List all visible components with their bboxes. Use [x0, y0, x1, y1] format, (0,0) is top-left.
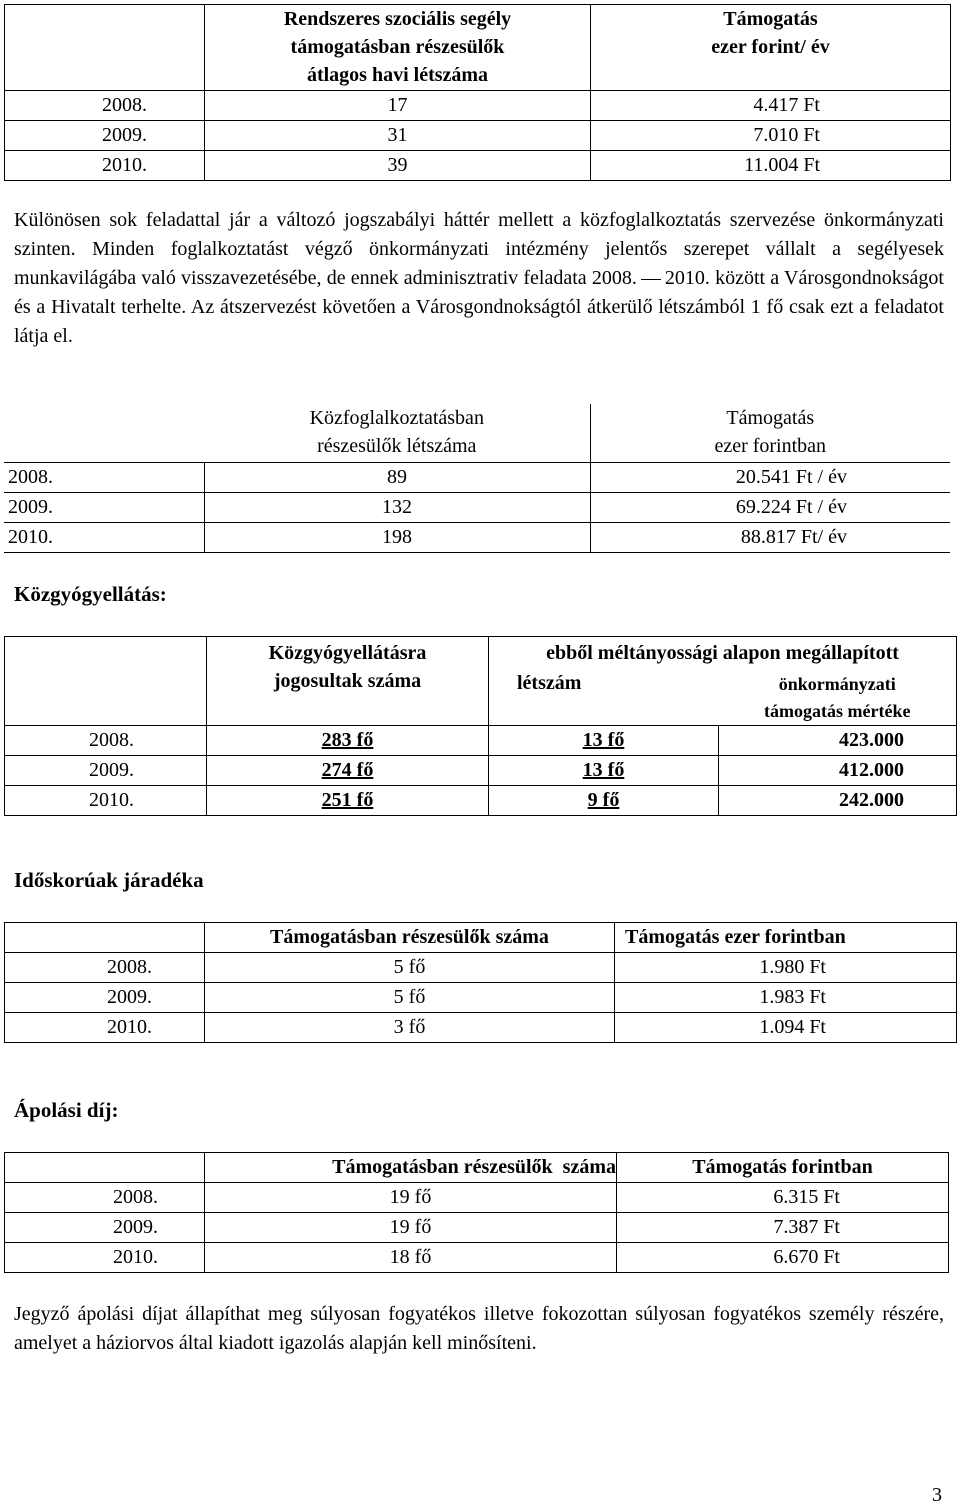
table-care-allowance	[4, 1152, 949, 1273]
table-row	[5, 786, 957, 816]
header-cell-amount	[590, 404, 950, 463]
paragraph-text: Különösen sok feladattal jár a változó jogszabályi háttér mellett a közfoglalkoztatás szervezése önkormányzati szinten. Minden foglalkoztatást végző önkormányzati intézmény jelentős szerepet vállalt a segélyesek munkavilágába való visszavezetésébe, de ennek adminisztrativ feladata 2008.	[14, 209, 944, 289]
year-cell: 2009.	[5, 1213, 205, 1243]
year-cell: 2008.	[4, 463, 204, 493]
year-cell: 2009.	[5, 121, 205, 151]
header-line: Közgyógyellátásra	[268, 642, 427, 664]
support-cell: 242.000	[719, 786, 957, 816]
table-row	[4, 493, 950, 523]
table-header-row	[5, 1153, 949, 1183]
table-public-healthcare	[4, 636, 957, 816]
amount-cell: 6.670 Ft	[617, 1243, 949, 1273]
amount-cell: 6.315 Ft	[617, 1183, 949, 1213]
count-cell: 17	[205, 91, 591, 121]
table-row	[5, 726, 957, 756]
header-line: Támogatás	[726, 407, 815, 429]
table-row	[5, 1213, 949, 1243]
paragraph-public-work	[14, 206, 944, 351]
eligible-cell: 251 fő	[207, 786, 489, 816]
count-cell: 19 fő	[205, 1183, 617, 1213]
year-cell: 2010.	[5, 1013, 205, 1043]
count-cell: 89	[204, 463, 590, 493]
header-cell-municipal-support	[719, 669, 957, 726]
header-line: átlagos havi létszáma	[306, 64, 489, 86]
table-header-row	[5, 637, 957, 670]
table-row	[5, 91, 951, 121]
header-line: támogatás mértéke	[764, 701, 911, 721]
count-cell: 5 fő	[205, 953, 615, 983]
year-cell: 2010.	[4, 523, 204, 553]
header-cell-empty	[5, 1153, 205, 1183]
count-cell: 31	[205, 121, 591, 151]
support-cell: 423.000	[719, 726, 957, 756]
header-cell-headcount: létszám	[489, 669, 719, 726]
year-cell: 2008.	[5, 1183, 205, 1213]
table-header-row	[5, 5, 951, 91]
count-cell: 3 fő	[205, 1013, 615, 1043]
section-heading-public-healthcare: Közgyógyellátás:	[14, 582, 167, 606]
header-line: támogatásban részesülők	[290, 36, 505, 58]
eligible-cell: 274 fő	[207, 756, 489, 786]
header-line: jogosultak száma	[273, 670, 422, 692]
header-line: részesülők létszáma	[317, 435, 477, 457]
year-cell: 2010.	[5, 786, 207, 816]
header-cell-empty	[5, 923, 205, 953]
header-cell-amount: Támogatás forintban	[617, 1153, 949, 1183]
year-cell: 2008.	[5, 726, 207, 756]
header-cell-empty	[5, 5, 205, 91]
eligible-cell: 283 fő	[207, 726, 489, 756]
count-cell: 132	[204, 493, 590, 523]
header-line: önkormányzati	[778, 674, 896, 694]
header-line: Támogatás	[723, 8, 818, 30]
header-cell-empty	[4, 404, 204, 463]
dash-separator	[641, 279, 661, 280]
table-row	[5, 1243, 949, 1273]
section-heading-care-allowance: Ápolási díj:	[14, 1098, 119, 1122]
count-cell: 18 fő	[205, 1243, 617, 1273]
paragraph-care-allowance: Jegyző ápolási díjat állapíthat meg súlyosan fogyatékos illetve fokozottan súlyosan fogyatékos személy részére, amelyet a háziorvos által kiadott igazolás alapján kell minősíteni.	[14, 1303, 944, 1354]
amount-cell: 1.980 Ft	[615, 953, 957, 983]
page-number: 3	[932, 1484, 942, 1506]
year-cell: 2009.	[5, 756, 207, 786]
year-cell: 2008.	[5, 953, 205, 983]
count-cell: 198	[204, 523, 590, 553]
table-row	[5, 151, 951, 181]
table-row	[5, 121, 951, 151]
section-heading-elderly-allowance: Időskorúak járadéka	[14, 868, 204, 892]
header-cell-recipients: Támogatásban részesülők száma	[205, 923, 615, 953]
header-cell-equity: ebből méltányossági alapon megállapított	[489, 637, 957, 670]
count-cell: 5 fő	[205, 983, 615, 1013]
year-cell: 2010.	[5, 151, 205, 181]
table-social-aid	[4, 4, 951, 181]
header-line: Közfoglalkoztatásban	[309, 407, 484, 429]
table-row	[4, 463, 950, 493]
paragraph-text: 2010. között a Városgondnokságot és a Hivatalt terhelte. Az átszervezést követően a Városgondnokságtól átkerülő létszámból 1 fő csak ezt a feladatot látja el.	[14, 267, 944, 347]
year-cell: 2009.	[5, 983, 205, 1013]
headcount-cell: 9 fő	[489, 786, 719, 816]
amount-cell: 69.224 Ft / év	[590, 493, 950, 523]
year-cell: 2010.	[5, 1243, 205, 1273]
table-row	[5, 983, 957, 1013]
header-cell-empty	[5, 637, 207, 726]
table-row	[5, 756, 957, 786]
table-header-row	[5, 923, 957, 953]
table-header-row	[4, 404, 950, 463]
count-cell: 39	[205, 151, 591, 181]
amount-cell: 20.541 Ft / év	[590, 463, 950, 493]
year-cell: 2008.	[5, 91, 205, 121]
header-cell-recipients: Támogatásban részesülők száma	[205, 1153, 617, 1183]
amount-cell: 4.417 Ft	[591, 91, 951, 121]
amount-cell: 1.983 Ft	[615, 983, 957, 1013]
table-row	[4, 523, 950, 553]
year-cell: 2009.	[4, 493, 204, 523]
headcount-cell: 13 fő	[489, 726, 719, 756]
table-row	[5, 1183, 949, 1213]
table-elderly-allowance	[4, 922, 957, 1043]
header-cell-eligible	[207, 637, 489, 726]
amount-cell: 88.817 Ft/ év	[590, 523, 950, 553]
header-line: Rendszeres szociális segély	[283, 8, 512, 30]
header-line: ezer forint/ év	[711, 36, 830, 58]
header-cell-participants	[204, 404, 590, 463]
header-cell-amount: Támogatás ezer forintban	[615, 923, 957, 953]
amount-cell: 1.094 Ft	[615, 1013, 957, 1043]
support-cell: 412.000	[719, 756, 957, 786]
header-cell-amount	[591, 5, 951, 91]
table-row	[5, 1013, 957, 1043]
amount-cell: 11.004 Ft	[591, 151, 951, 181]
amount-cell: 7.387 Ft	[617, 1213, 949, 1243]
count-cell: 19 fő	[205, 1213, 617, 1243]
header-line: ezer forintban	[714, 435, 827, 457]
table-public-work	[4, 404, 950, 553]
headcount-cell: 13 fő	[489, 756, 719, 786]
amount-cell: 7.010 Ft	[591, 121, 951, 151]
table-row	[5, 953, 957, 983]
header-cell-recipients	[205, 5, 591, 91]
